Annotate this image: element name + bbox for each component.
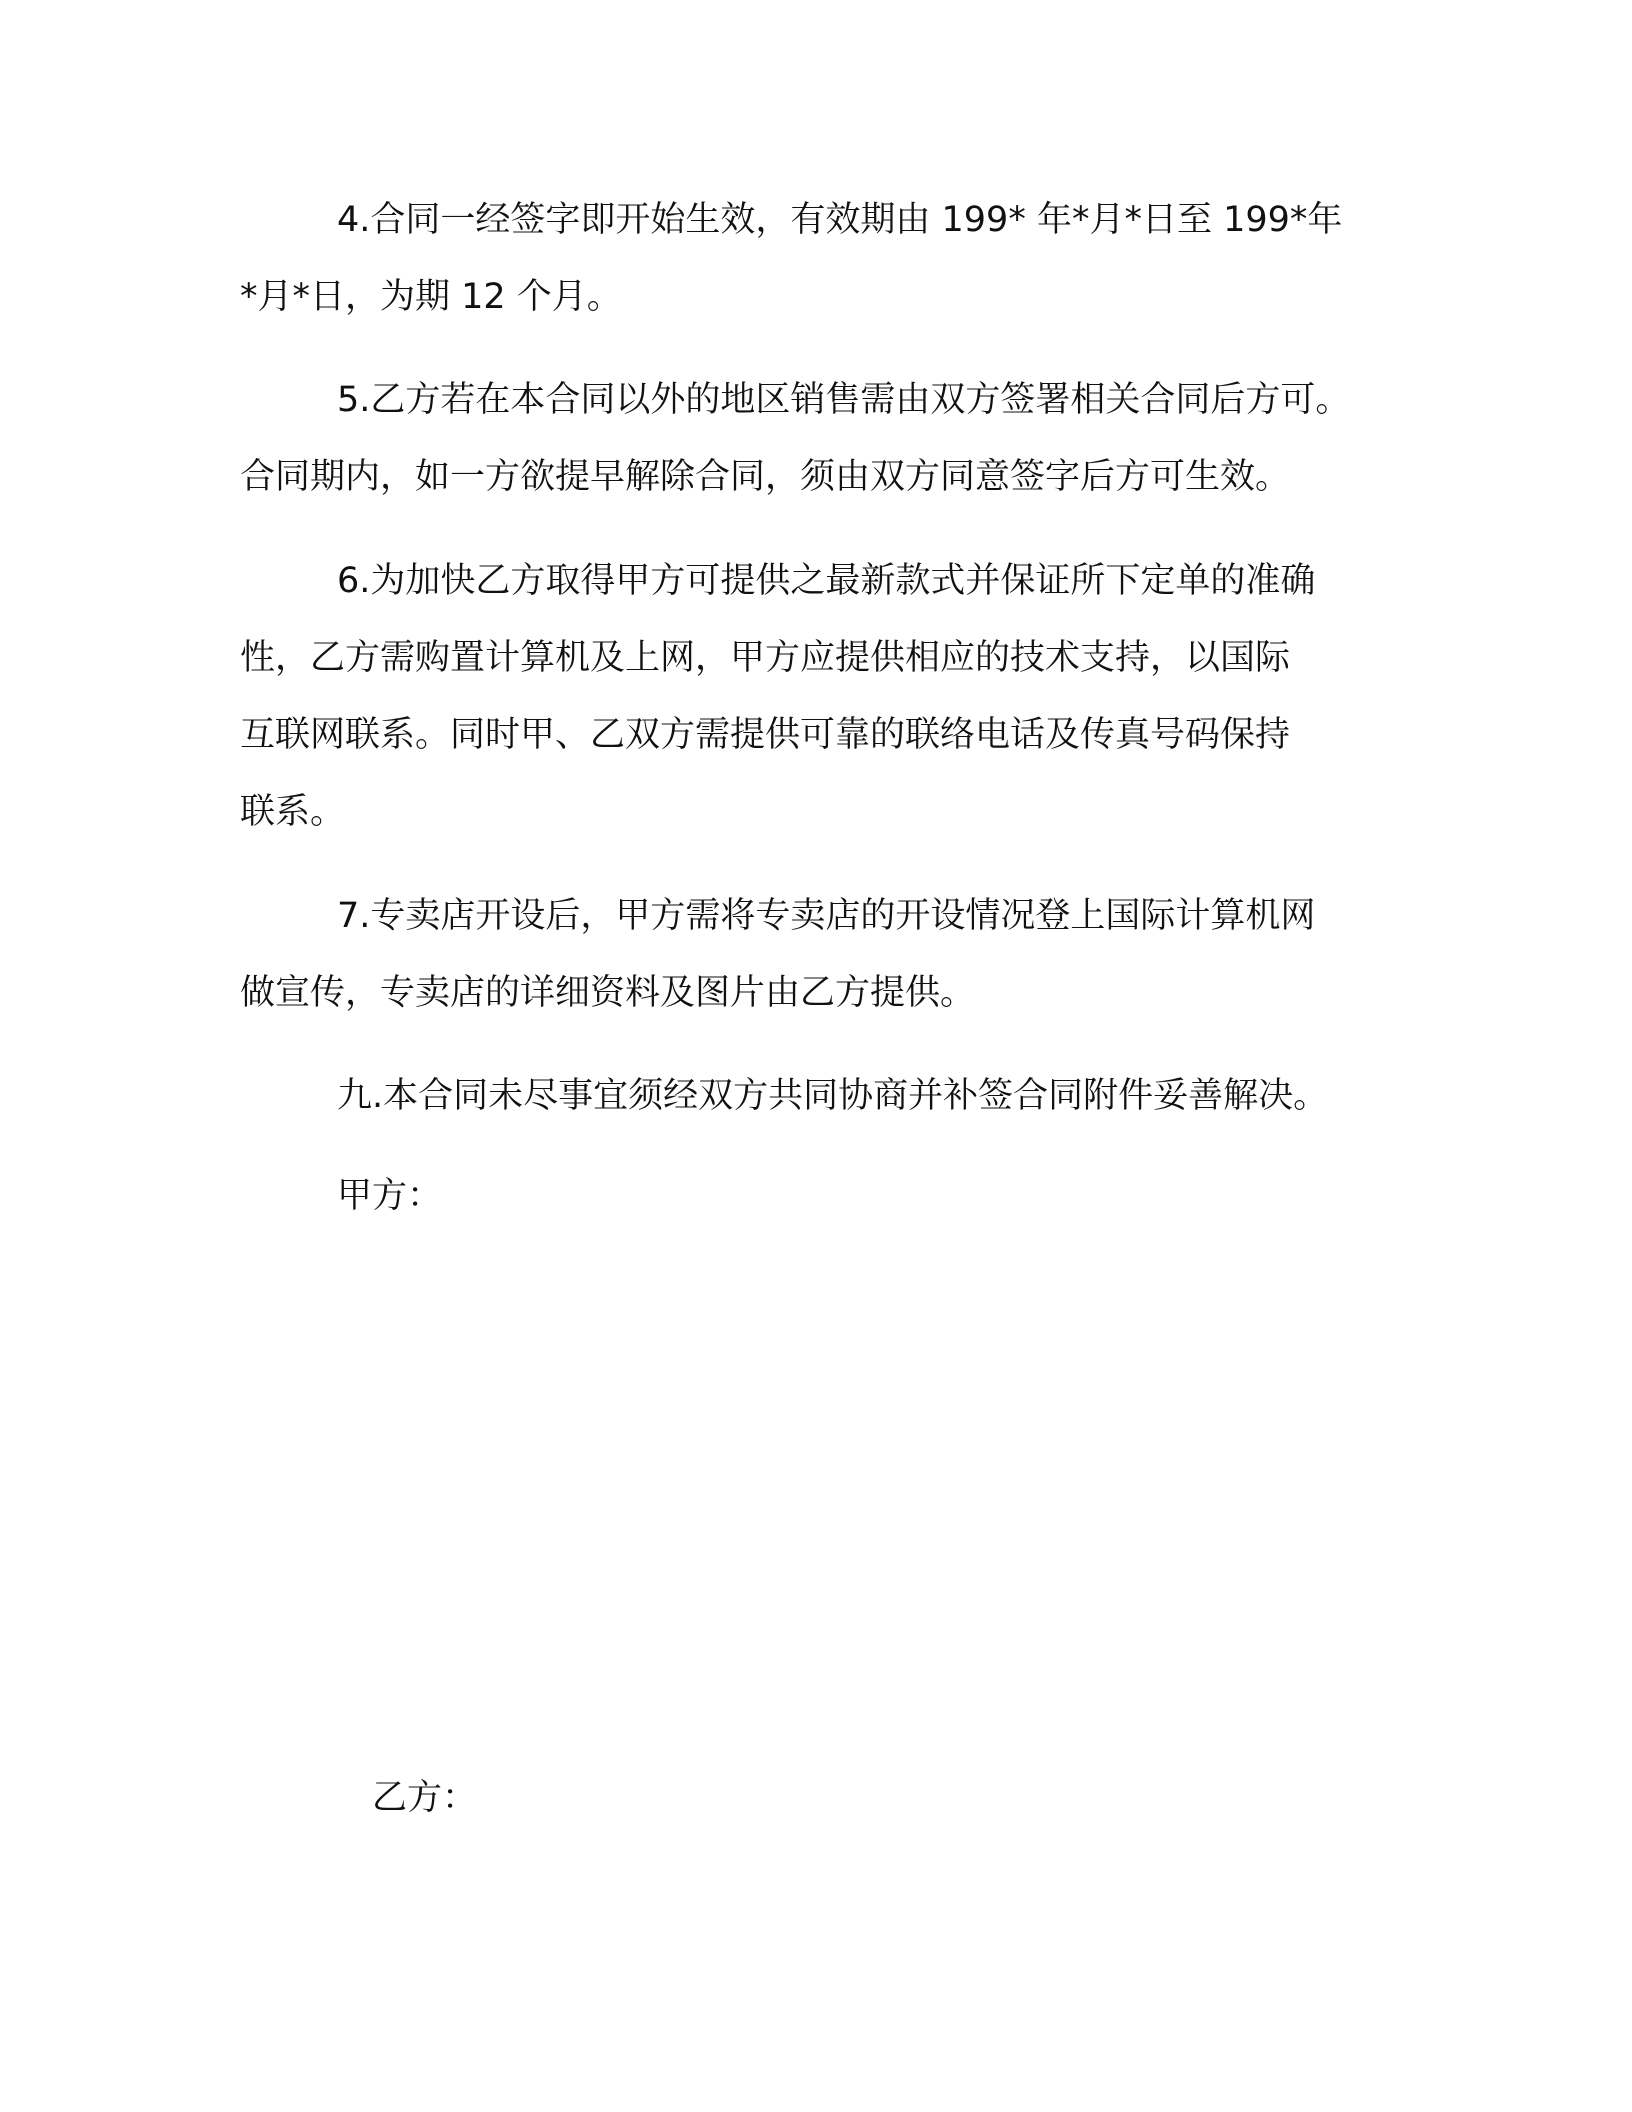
clause-9-line-1: 九.本合同未尽事宜须经双方共同协商并补签合同附件妥善解决。 [337, 1076, 1329, 1116]
clause-5-line-2: 合同期内，如一方欲提早解除合同，须由双方同意签字后方可生效。 [240, 457, 1291, 497]
party-b-signature-label: 乙方： [372, 1778, 478, 1818]
clause-9 [240, 1058, 1400, 1135]
clause-4-line-1: 4.合同一经签字即开始生效，有效期由 199* 年*月*日至 199*年 [337, 200, 1343, 240]
clause-6-line-2: 性，乙方需购置计算机及上网，甲方应提供相应的技术支持，以国际 [240, 638, 1291, 678]
clause-6 [240, 543, 1400, 851]
clause-4 [240, 182, 1400, 336]
clause-4-line-2: *月*日，为期 12 个月。 [240, 277, 622, 317]
clause-6-line-4: 联系。 [240, 792, 346, 832]
clause-7 [240, 878, 1400, 1032]
clause-6-line-1: 6.为加快乙方取得甲方可提供之最新款式并保证所下定单的准确 [337, 561, 1316, 601]
clause-5-line-1: 5.乙方若在本合同以外的地区销售需由双方签署相关合同后方可。 [337, 380, 1351, 420]
clause-7-line-2: 做宣传，专卖店的详细资料及图片由乙方提供。 [240, 973, 976, 1013]
clause-6-line-3: 互联网联系。同时甲、乙双方需提供可靠的联络电话及传真号码保持 [240, 715, 1291, 755]
party-a-signature-label: 甲方： [337, 1176, 443, 1216]
clause-7-line-1: 7.专卖店开设后，甲方需将专卖店的开设情况登上国际计算机网 [337, 896, 1316, 936]
clause-5 [240, 362, 1400, 516]
